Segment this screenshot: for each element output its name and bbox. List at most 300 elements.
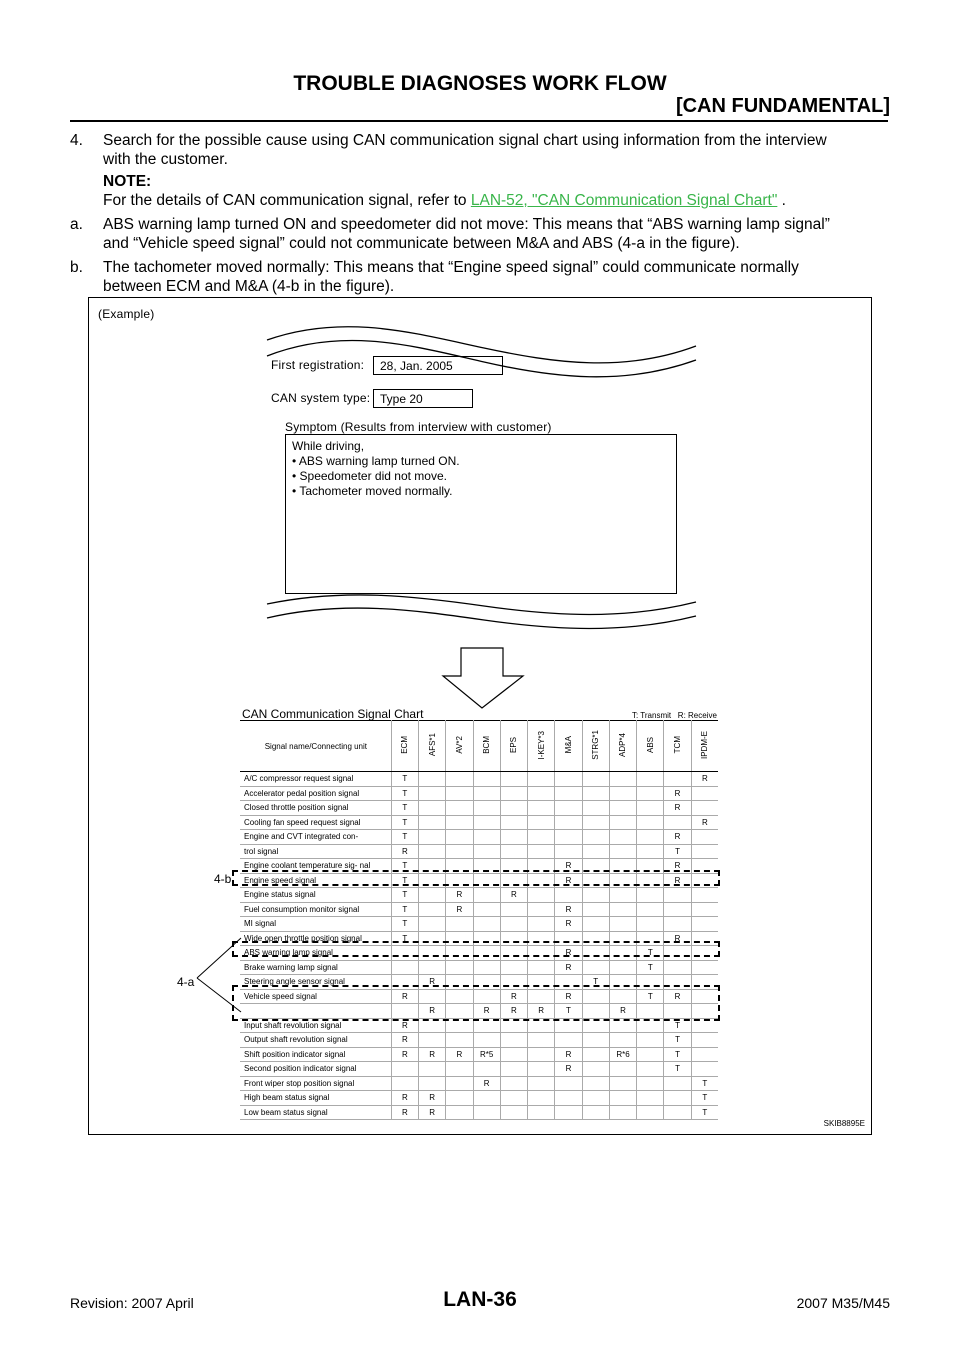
signal-cell [609,1062,636,1077]
signal-cell: T [391,859,418,874]
signal-cell [473,844,500,859]
signal-cell: R [664,830,691,845]
signal-name: Brake warning lamp signal [240,960,391,975]
signal-cell: R [500,989,527,1004]
signal-cell [609,960,636,975]
symptom-line: • Tachometer moved normally. [292,484,453,498]
signal-name: Accelerator pedal position signal [240,786,391,801]
signal-cell [609,902,636,917]
signal-cell [528,815,555,830]
chart-legend: T: Transmit R: Receive [632,711,717,720]
signal-cell [637,1105,664,1120]
signal-cell [446,917,473,932]
signal-cell: R [419,1004,446,1019]
signal-cell [473,772,500,787]
item-b [70,258,890,277]
signal-cell [664,772,691,787]
signal-cell [609,1105,636,1120]
signal-cell [419,1062,446,1077]
signal-cell [691,1033,718,1048]
signal-cell [664,902,691,917]
column-label: TCM [673,736,683,754]
signal-cell: R [528,1004,555,1019]
signal-name: Steering angle sensor signal [240,975,391,990]
step-4 [70,131,890,296]
chart-column-header [446,721,473,772]
signal-cell: R [391,1091,418,1106]
signal-cell: T [391,801,418,816]
signal-cell [609,772,636,787]
first-reg-label: First registration: [271,358,365,372]
signal-cell: T [391,873,418,888]
signal-cell: R [555,1047,582,1062]
signal-name: ABS warning lamp signal [240,946,391,961]
signal-cell [637,1076,664,1091]
signal-cell [691,786,718,801]
signal-cell [555,772,582,787]
footer-page-number: LAN-36 [443,1288,517,1311]
signal-cell [609,801,636,816]
signal-cell: R [691,815,718,830]
signal-cell [609,1091,636,1106]
signal-cell: R [391,1018,418,1033]
signal-cell [555,801,582,816]
signal-cell [664,960,691,975]
signal-cell [528,1047,555,1062]
signal-cell [691,888,718,903]
signal-cell: T [664,1047,691,1062]
signal-cell [446,1033,473,1048]
signal-cell [528,917,555,932]
signal-cell [637,801,664,816]
signal-cell [555,815,582,830]
chart-column-header [582,721,609,772]
item-b-text: The tachometer moved normally: This means that “Engine speed signal” could communicate normally [103,259,799,276]
signal-cell: R [419,1091,446,1106]
callout-4b: 4-b [214,872,232,886]
callout-4a: 4-a [177,975,195,989]
signal-cell [691,830,718,845]
signal-cell [664,1076,691,1091]
signal-cell: T [637,946,664,961]
signal-cell [664,1091,691,1106]
signal-cell [691,917,718,932]
signal-cell [528,786,555,801]
chart-column-header [691,721,718,772]
signal-cell: R [446,1047,473,1062]
down-arrow-icon [441,646,525,710]
signal-cell [446,1105,473,1120]
signal-cell [419,786,446,801]
signal-cell: T [391,786,418,801]
signal-cell [446,1076,473,1091]
signal-name: Second position indicator signal [240,1062,391,1077]
table-row [240,815,718,830]
signal-cell: T [391,888,418,903]
signal-name: Wide open throttle position signal [240,931,391,946]
signal-cell [473,917,500,932]
signal-cell: T [391,815,418,830]
symptom-label: Symptom (Results from interview with customer) [285,420,552,434]
step-text-cont: with the customer. [103,151,228,168]
signal-cell [419,917,446,932]
signal-cell [582,815,609,830]
signal-cell [555,1091,582,1106]
note-text [70,191,890,210]
chart-title: CAN Communication Signal Chart [242,707,424,721]
signal-cell: R [664,801,691,816]
signal-cell: R [691,772,718,787]
signal-cell: R [500,888,527,903]
note-link[interactable]: LAN-52, "CAN Communication Signal Chart" [470,192,778,209]
signal-cell [609,815,636,830]
signal-cell [528,772,555,787]
signal-cell [637,830,664,845]
item-a-text: ABS warning lamp turned ON and speedometer did not move: This means that “ABS warning lamp signal” [103,216,830,233]
signal-cell: R [473,1004,500,1019]
signal-cell [500,815,527,830]
can-signal-chart [240,720,718,1120]
signal-name: Engine and CVT integrated con- [240,830,391,845]
chart-header-cell: Signal name/Connecting unit [240,721,391,772]
signal-cell: R [555,917,582,932]
signal-cell [473,960,500,975]
signal-cell: T [391,917,418,932]
signal-cell [609,786,636,801]
signal-cell [582,844,609,859]
signal-name: Cooling fan speed request signal [240,815,391,830]
chart-column-header [500,721,527,772]
signal-cell [582,1105,609,1120]
signal-cell [691,844,718,859]
signal-cell [609,917,636,932]
signal-cell [446,1062,473,1077]
signal-cell: R [664,931,691,946]
symptom-line: • Speedometer did not move. [292,469,447,483]
signal-cell [500,786,527,801]
item-a [70,215,890,234]
signal-cell: R [391,1047,418,1062]
signal-cell [528,1062,555,1077]
signal-name: Engine status signal [240,888,391,903]
signal-cell [637,844,664,859]
chart-column-header [637,721,664,772]
signal-cell [691,801,718,816]
figure-code: SKIB8895E [823,1119,865,1128]
signal-cell [473,815,500,830]
signal-cell [637,902,664,917]
table-row [240,786,718,801]
signal-cell [637,888,664,903]
highlight-4a-vehicle [232,985,720,1021]
step-number: 4. [70,132,83,149]
signal-cell [582,1076,609,1091]
signal-cell [419,830,446,845]
signal-cell: R*5 [473,1047,500,1062]
signal-cell [500,830,527,845]
symptom-line: • ABS warning lamp turned ON. [292,454,460,468]
signal-cell [446,844,473,859]
table-row [240,960,718,975]
signal-name: High beam status signal [240,1091,391,1106]
signal-cell [446,772,473,787]
signal-cell [637,815,664,830]
signal-cell: R [419,1105,446,1120]
signal-name: Fuel consumption monitor signal [240,902,391,917]
signal-cell [582,1033,609,1048]
signal-cell [473,801,500,816]
signal-cell: T [691,1091,718,1106]
symptom-line: While driving, [292,439,365,453]
signal-cell [473,1091,500,1106]
signal-cell [419,772,446,787]
signal-cell [609,844,636,859]
signal-cell [582,830,609,845]
can-type-value: Type 20 [373,389,473,408]
signal-cell: R [664,859,691,874]
signal-cell [473,786,500,801]
signal-cell: R [555,960,582,975]
signal-cell: T [664,1062,691,1077]
signal-cell [500,902,527,917]
column-label: EPS [509,736,519,753]
column-label: I-KEY*3 [536,730,546,760]
item-b-label: b. [70,259,83,276]
signal-cell [582,902,609,917]
signal-cell [691,1047,718,1062]
signal-cell: T [555,1004,582,1019]
signal-cell: R [391,844,418,859]
signal-cell [528,844,555,859]
chart-column-header [528,721,555,772]
signal-cell: T [664,1033,691,1048]
signal-cell [528,1091,555,1106]
signal-cell [419,801,446,816]
signal-name: Vehicle speed signal [240,989,391,1004]
symptom-box [285,434,677,594]
signal-cell [528,1076,555,1091]
signal-name: Front wiper stop position signal [240,1076,391,1091]
signal-cell [664,917,691,932]
chart-column-header [555,721,582,772]
signal-cell [582,1062,609,1077]
signal-cell [582,960,609,975]
signal-cell: R*6 [609,1047,636,1062]
signal-cell [500,1076,527,1091]
signal-cell [446,960,473,975]
signal-cell: T [391,902,418,917]
signal-cell [637,1047,664,1062]
signal-cell [528,902,555,917]
signal-cell [637,786,664,801]
step-text: Search for the possible cause using CAN communication signal chart using information from the interview [103,132,827,149]
signal-cell [446,815,473,830]
signal-name: Output shaft revolution signal [240,1033,391,1048]
signal-cell: R [391,1105,418,1120]
signal-cell [637,1033,664,1048]
example-label: (Example) [98,307,155,321]
header-rule [70,120,888,122]
signal-cell: R [555,989,582,1004]
table-row [240,1062,718,1077]
signal-cell [473,888,500,903]
signal-cell [528,1033,555,1048]
column-label: BCM [482,736,492,754]
signal-cell [500,1105,527,1120]
signal-name: trol signal [240,844,391,859]
signal-cell [637,772,664,787]
signal-name: Low beam status signal [240,1105,391,1120]
footer-model: 2007 M35/M45 [796,1295,890,1311]
signal-cell [500,1047,527,1062]
signal-name: Input shaft revolution signal [240,1018,391,1033]
signal-cell: T [664,844,691,859]
signal-cell [691,1062,718,1077]
signal-cell [473,902,500,917]
signal-cell [446,786,473,801]
signal-cell: T [637,989,664,1004]
signal-cell [555,888,582,903]
signal-cell [609,1076,636,1091]
column-label: AV*2 [454,736,464,754]
note-prefix: For the details of CAN communication signal, refer to [103,192,471,209]
table-row [240,1105,718,1120]
signal-cell: R [419,1047,446,1062]
signal-cell [582,801,609,816]
signal-cell: R [446,902,473,917]
signal-cell [419,888,446,903]
signal-cell [528,888,555,903]
signal-cell [500,960,527,975]
signal-cell: T [391,772,418,787]
signal-cell [555,1033,582,1048]
table-row [240,830,718,845]
table-row [240,902,718,917]
table-row [240,1047,718,1062]
column-label: ABS [645,736,655,753]
section-title: [CAN FUNDAMENTAL] [675,95,890,117]
table-row [240,772,718,787]
signal-cell [500,1091,527,1106]
signal-cell: R [446,888,473,903]
signal-cell [582,1047,609,1062]
signal-cell: T [664,1018,691,1033]
signal-cell [473,1105,500,1120]
break-wave-bottom [264,590,704,630]
signal-cell [419,815,446,830]
chart-column-header [391,721,418,772]
signal-name: Shift position indicator signal [240,1047,391,1062]
signal-cell [609,1033,636,1048]
highlight-4a-abs [232,941,720,957]
signal-cell: T [691,1076,718,1091]
signal-cell [691,960,718,975]
signal-cell: R [664,873,691,888]
signal-name: Engine coolant temperature sig- nal [240,859,391,874]
signal-cell: R [555,902,582,917]
signal-name: A/C compressor request signal [240,772,391,787]
signal-cell [582,888,609,903]
signal-cell [528,830,555,845]
signal-cell [555,1105,582,1120]
signal-cell [446,830,473,845]
signal-cell [637,917,664,932]
signal-cell [419,902,446,917]
table-row [240,1033,718,1048]
signal-cell [500,844,527,859]
signal-cell: R [555,1062,582,1077]
chart-column-header [473,721,500,772]
signal-cell [446,801,473,816]
footer-revision: Revision: 2007 April [70,1295,194,1311]
signal-cell: T [691,1105,718,1120]
column-label: ECM [400,736,410,754]
signal-cell [419,1033,446,1048]
column-label: STRG*1 [591,730,601,760]
signal-name: Engine speed signal [240,873,391,888]
signal-cell [419,844,446,859]
chart-column-header [419,721,446,772]
signal-cell [582,786,609,801]
signal-cell [609,830,636,845]
note-suffix: . [777,192,786,209]
signal-cell [528,960,555,975]
signal-name: MI signal [240,917,391,932]
signal-cell: R [391,989,418,1004]
signal-cell: R [664,786,691,801]
signal-cell: R [555,873,582,888]
signal-cell [391,1076,418,1091]
signal-cell: T [637,960,664,975]
signal-cell [391,1062,418,1077]
signal-cell [473,830,500,845]
signal-cell [528,801,555,816]
chart-column-header [609,721,636,772]
highlight-4b [232,870,720,886]
item-a-label: a. [70,216,83,233]
signal-cell [664,815,691,830]
first-reg-value: 28, Jan. 2005 [373,356,503,375]
note-label: NOTE: [103,173,152,190]
table-row [240,1091,718,1106]
table-row [240,888,718,903]
signal-cell [419,1076,446,1091]
signal-cell [500,1033,527,1048]
column-label: M&A [563,736,573,754]
signal-cell: R [500,1004,527,1019]
signal-cell: R [555,859,582,874]
signal-cell: T [391,931,418,946]
signal-cell [528,1105,555,1120]
table-row [240,801,718,816]
signal-cell [419,960,446,975]
chart-column-header [664,721,691,772]
signal-cell: R [664,989,691,1004]
signal-cell [691,902,718,917]
signal-cell [637,1091,664,1106]
column-label: AFS*1 [427,733,437,757]
signal-cell: R [609,1004,636,1019]
signal-cell [555,786,582,801]
signal-cell: R [555,946,582,961]
signal-cell: R [391,1033,418,1048]
signal-cell: T [391,830,418,845]
signal-cell [473,1033,500,1048]
signal-cell: R [473,1076,500,1091]
table-row [240,844,718,859]
signal-cell [609,888,636,903]
signal-cell [555,1076,582,1091]
